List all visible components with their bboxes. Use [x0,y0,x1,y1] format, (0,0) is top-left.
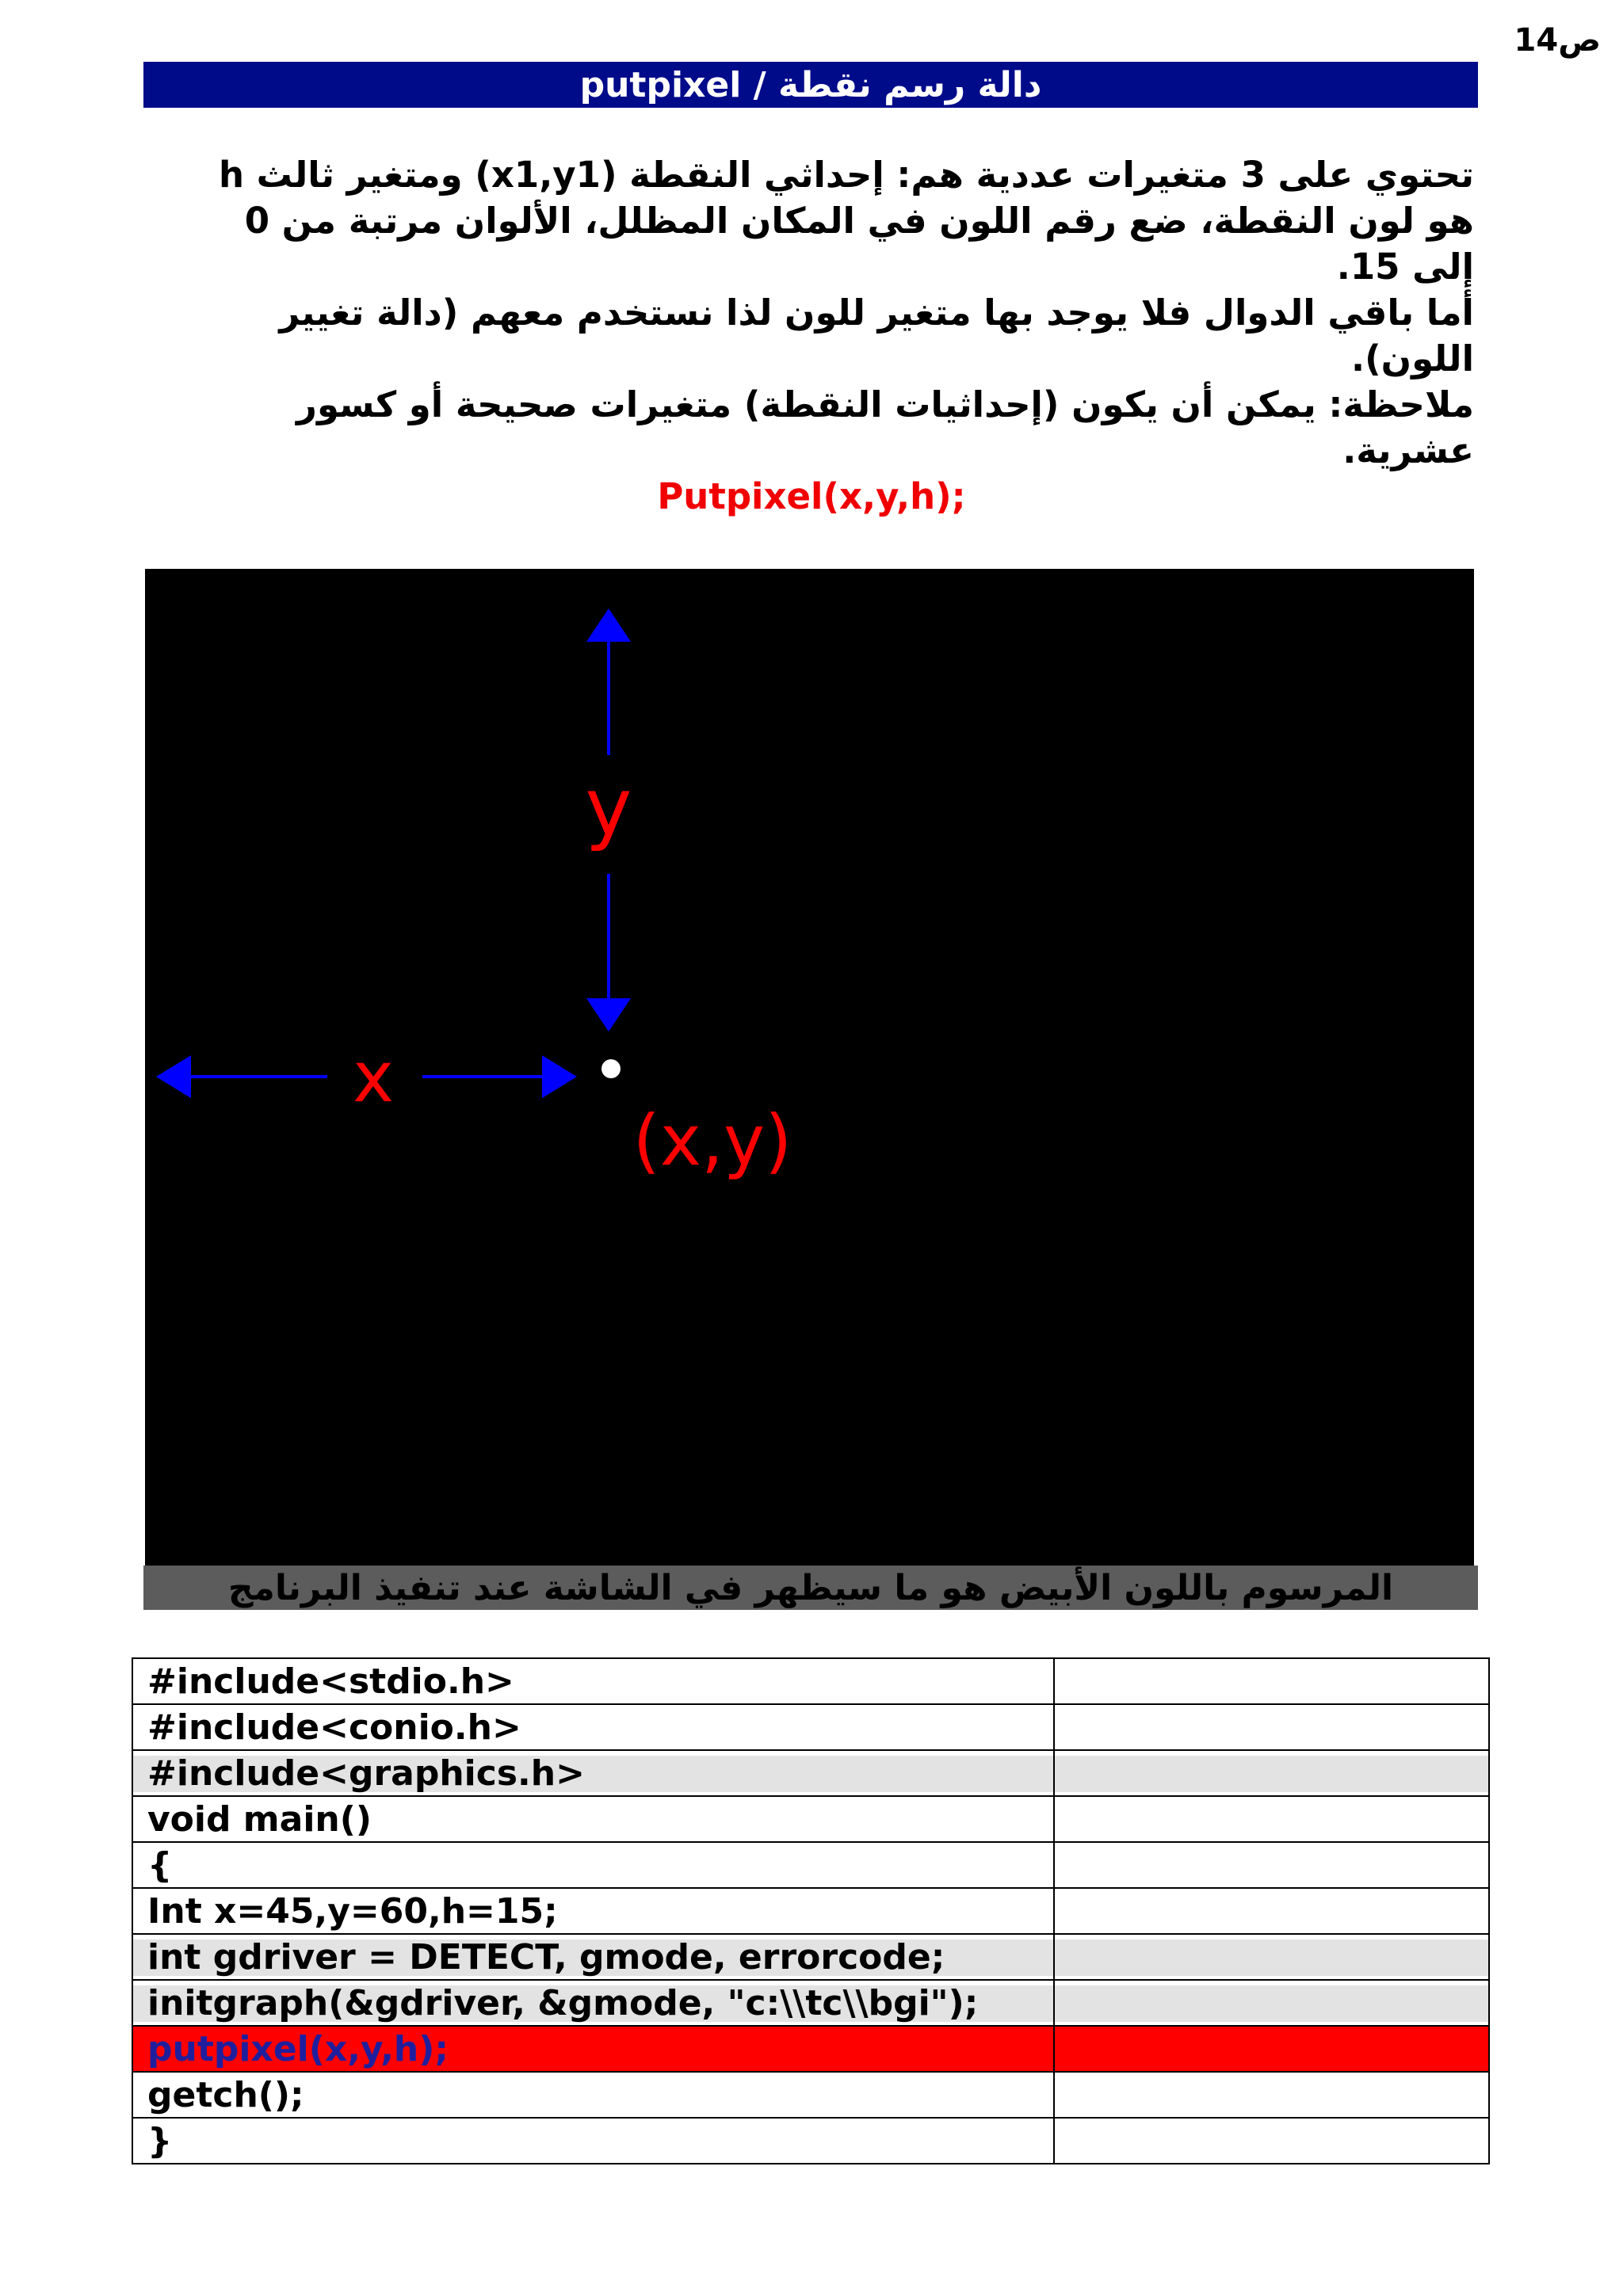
code-line: #include<conio.h> [132,1704,1054,1750]
blank-cell [1054,2118,1489,2164]
code-line: int gdriver = DETECT, gmode, errorcode; [132,1934,1054,1980]
code-row [132,2118,1489,2164]
code-row [132,1796,1489,1842]
page-number: ص14 [1514,22,1601,59]
coordinate-figure [145,569,1474,1566]
code-table-body [132,1658,1489,2164]
x-axis-label: x [352,1036,395,1118]
blank-cell [1054,1704,1489,1750]
blank-cell [1054,1842,1489,1888]
code-row [132,1888,1489,1934]
blank-cell [1054,1934,1489,1980]
description [174,152,1474,474]
code-line: { [132,1842,1054,1888]
code-line: Int x=45,y=60,h=15; [132,1888,1054,1934]
blank-cell [1054,1658,1489,1704]
paragraph-remark: ملاحظة: يمكن أن يكون (إحداثيات النقطة) متغيرات صحيحة أو كسور عشرية. [296,383,1474,471]
code-row [132,1750,1489,1796]
coordinate-diagram [145,569,1474,1566]
x-arrow-right-head [542,1055,577,1098]
paragraph-color-note: أما باقي الدوال فلا يوجد بها متغير للون لذا نستخدم معهم (دالة تغيير اللون). [279,292,1474,379]
pixel-point [601,1059,621,1078]
paragraph-variables: تحتوي على 3 متغيرات عددية هم: إحداثي النقطة (x1,y1) ومتغير ثالث h هو لون النقطة، ضع رقم اللون في المكان المظلل، الألوان مرتبة من 0 إلى 15. [218,154,1474,288]
code-row [132,2026,1489,2072]
figure-caption: المرسوم باللون الأبيض هو ما سيظهر في الشاشة عند تنفيذ البرنامج [143,1566,1478,1610]
code-row [132,1934,1489,1980]
y-arrow-up-head [586,608,631,642]
y-axis-label: y [585,761,632,853]
blank-cell [1054,2026,1489,2072]
code-line: #include<stdio.h> [132,1658,1054,1704]
blank-cell [1054,1888,1489,1934]
blank-cell [1054,1980,1489,2026]
code-table [132,1657,1490,2164]
code-line: getch(); [132,2072,1054,2118]
code-row [132,1842,1489,1888]
code-row [132,1658,1489,1704]
code-line: void main() [132,1796,1054,1842]
blank-cell [1054,1796,1489,1842]
syntax-line: Putpixel(x,y,h); [657,475,966,517]
blank-cell [1054,2072,1489,2118]
code-row [132,1704,1489,1750]
section-title: دالة رسم نقطة / putpixel [143,62,1478,108]
point-label: (x,y) [632,1100,792,1181]
blank-cell [1054,1750,1489,1796]
y-arrow-down-head [586,998,631,1032]
code-line: initgraph(&gdriver, &gmode, "c:\\tc\\bgi"); [132,1980,1054,2026]
code-row [132,1980,1489,2026]
code-row [132,2072,1489,2118]
x-arrow-left-head [156,1055,191,1098]
code-line: #include<graphics.h> [132,1750,1054,1796]
code-line: putpixel(x,y,h); [132,2026,1054,2072]
code-line: } [132,2118,1054,2164]
